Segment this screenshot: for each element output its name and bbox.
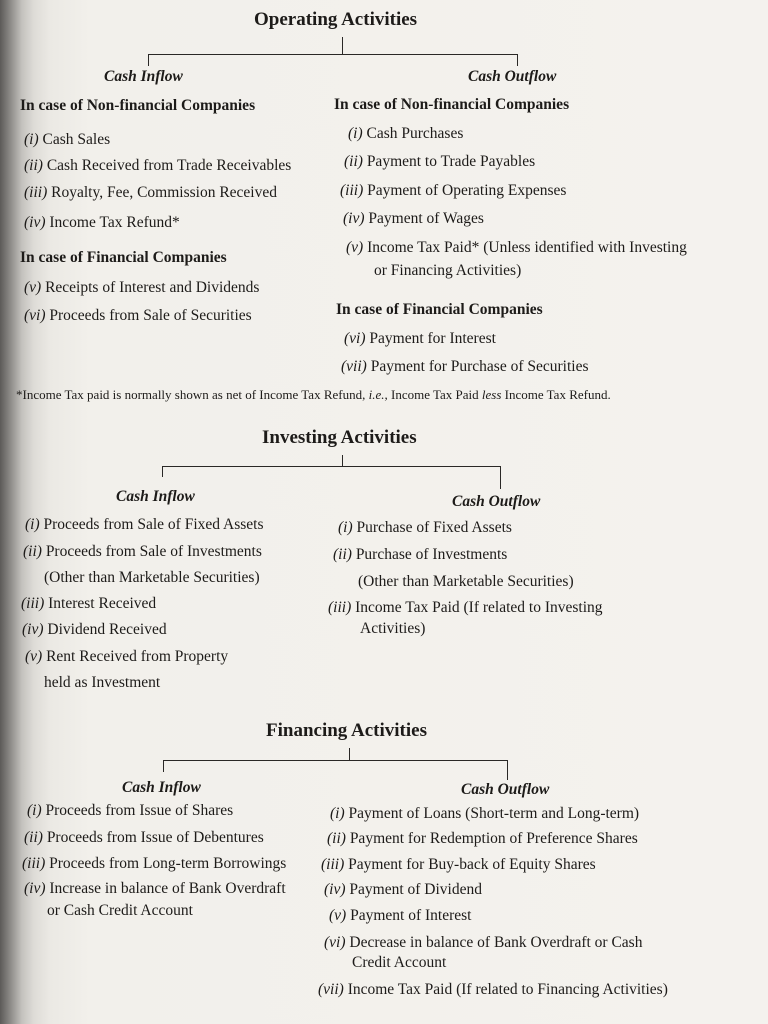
list-item	[24, 130, 110, 150]
list-item	[25, 515, 264, 535]
operating-inflow-group-financial: In case of Financial Companies	[20, 249, 227, 266]
investing-tree-stem	[342, 455, 343, 466]
operating-tree-left-leg	[148, 54, 149, 66]
financing-outflow-label: Cash Outflow	[461, 781, 550, 798]
item-text: Proceeds from Issue of Debentures	[46, 829, 264, 846]
item-number: (iv)	[24, 880, 46, 897]
item-text: Payment of Interest	[350, 907, 472, 924]
item-number: (v)	[25, 648, 43, 665]
footnote-mid: Income Tax Paid	[390, 387, 479, 402]
item-text: Increase in balance of Bank Overdraft	[49, 880, 286, 897]
list-item-continuation: held as Investment	[44, 674, 161, 691]
financing-inflow-label: Cash Inflow	[122, 779, 201, 796]
operating-heading: Operating Activities	[254, 9, 418, 30]
item-text: Proceeds from Sale of Securities	[49, 307, 252, 324]
item-number: (i)	[24, 131, 39, 148]
list-item	[24, 278, 259, 298]
item-number: (iv)	[343, 210, 365, 227]
item-text: Cash Sales	[42, 131, 111, 148]
footnote-less: less	[481, 387, 502, 402]
list-item	[329, 906, 471, 926]
item-number: (v)	[24, 279, 42, 296]
item-number: (iii)	[321, 856, 345, 873]
list-item	[341, 357, 589, 377]
list-item	[328, 598, 603, 618]
footnote-prefix: *Income Tax paid is normally shown as net of Income Tax Refund,	[16, 387, 366, 402]
item-number: (iii)	[22, 855, 46, 872]
item-text: Income Tax Refund*	[49, 214, 180, 231]
footnote-end: Income Tax Refund.	[504, 387, 611, 402]
item-number: (vi)	[324, 934, 346, 951]
investing-tree-left-leg	[162, 466, 163, 477]
item-text: Cash Purchases	[366, 125, 464, 142]
item-number: (ii)	[23, 543, 42, 560]
footnote-ie: i.e.,	[368, 387, 388, 402]
operating-tree-right-leg	[517, 54, 518, 66]
operating-outflow-group-nonfinancial: In case of Non-financial Companies	[334, 96, 570, 113]
list-item	[24, 183, 277, 203]
item-number: (i)	[27, 802, 42, 819]
list-item	[321, 855, 596, 875]
list-item	[25, 647, 228, 667]
item-number: (vii)	[318, 981, 344, 998]
item-number: (iv)	[22, 621, 44, 638]
item-text: Income Tax Paid (If related to Investing	[355, 599, 603, 616]
list-item	[340, 181, 566, 201]
list-item	[330, 804, 639, 824]
list-item	[324, 880, 482, 900]
item-number: (ii)	[24, 829, 43, 846]
item-text: Payment of Loans (Short-term and Long-term)	[348, 805, 640, 822]
item-number: (v)	[346, 239, 364, 256]
item-text: Purchase of Investments	[355, 546, 508, 563]
investing-tree-bar	[162, 466, 501, 467]
item-text: Payment of Operating Expenses	[367, 182, 567, 199]
item-number: (ii)	[327, 830, 346, 847]
operating-footnote	[16, 387, 611, 403]
operating-inflow-label: Cash Inflow	[104, 68, 183, 85]
item-number: (iii)	[328, 599, 352, 616]
list-item	[27, 801, 233, 821]
item-text: Dividend Received	[47, 621, 167, 638]
investing-heading: Investing Activities	[262, 427, 417, 448]
item-text: Payment of Dividend	[349, 881, 482, 898]
item-number: (ii)	[24, 157, 43, 174]
item-text: Payment to Trade Payables	[366, 153, 536, 170]
operating-inflow-group-nonfinancial: In case of Non-financial Companies	[20, 97, 256, 114]
list-item	[23, 542, 262, 562]
investing-tree-right-leg	[500, 466, 501, 489]
list-item-continuation: Credit Account	[352, 954, 447, 971]
item-text: Decrease in balance of Bank Overdraft or Cash	[349, 934, 643, 951]
item-number: (vii)	[341, 358, 367, 375]
item-number: (vi)	[344, 330, 366, 347]
list-item	[333, 545, 507, 565]
item-number: (iv)	[324, 881, 346, 898]
financing-tree-stem	[349, 748, 350, 760]
item-text: Payment of Wages	[368, 210, 484, 227]
item-number: (i)	[338, 519, 353, 536]
list-item-continuation: Activities)	[360, 620, 426, 637]
item-text: Income Tax Paid (If related to Financing Activities)	[347, 981, 668, 998]
item-text: Payment for Purchase of Securities	[370, 358, 589, 375]
list-item-continuation: or Financing Activities)	[374, 262, 522, 279]
list-item-continuation: (Other than Marketable Securities)	[44, 569, 260, 586]
item-text: Proceeds from Sale of Investments	[45, 543, 262, 560]
item-text: Proceeds from Sale of Fixed Assets	[43, 516, 264, 533]
list-item	[344, 152, 535, 172]
item-number: (ii)	[333, 546, 352, 563]
item-number: (vi)	[24, 307, 46, 324]
operating-outflow-group-financial: In case of Financial Companies	[336, 301, 543, 318]
item-text: Interest Received	[48, 595, 157, 612]
list-item-continuation: (Other than Marketable Securities)	[358, 573, 574, 590]
financing-tree-bar	[163, 760, 508, 761]
list-item	[344, 329, 496, 349]
financing-tree-left-leg	[163, 760, 164, 772]
list-item	[348, 124, 463, 144]
operating-tree-stem	[342, 37, 343, 54]
financing-heading: Financing Activities	[266, 720, 427, 741]
item-text: Income Tax Paid* (Unless identified with Investing	[367, 239, 687, 256]
item-number: (i)	[25, 516, 40, 533]
list-item	[22, 854, 286, 874]
item-text: Receipts of Interest and Dividends	[45, 279, 260, 296]
list-item	[338, 518, 512, 538]
item-text: Royalty, Fee, Commission Received	[51, 184, 277, 201]
list-item	[24, 156, 291, 176]
item-number: (i)	[330, 805, 345, 822]
list-item	[343, 209, 484, 229]
operating-outflow-label: Cash Outflow	[468, 68, 557, 85]
item-number: (iii)	[21, 595, 45, 612]
list-item	[21, 594, 156, 614]
item-number: (iii)	[24, 184, 48, 201]
list-item	[327, 829, 638, 849]
financing-tree-right-leg	[507, 760, 508, 780]
item-text: Proceeds from Issue of Shares	[45, 802, 234, 819]
list-item	[318, 980, 668, 1000]
item-text: Payment for Interest	[369, 330, 496, 347]
operating-tree-bar	[148, 54, 518, 55]
item-text: Rent Received from Property	[46, 648, 229, 665]
list-item	[22, 620, 167, 640]
item-text: Purchase of Fixed Assets	[356, 519, 512, 536]
item-text: Proceeds from Long-term Borrowings	[49, 855, 287, 872]
list-item	[24, 213, 180, 233]
list-item-continuation: or Cash Credit Account	[47, 902, 193, 919]
item-text: Payment for Redemption of Preference Shares	[349, 830, 638, 847]
list-item	[324, 933, 642, 953]
item-number: (iii)	[340, 182, 364, 199]
investing-outflow-label: Cash Outflow	[452, 493, 541, 510]
list-item	[24, 879, 286, 899]
list-item	[24, 828, 264, 848]
item-number: (ii)	[344, 153, 363, 170]
item-number: (i)	[348, 125, 363, 142]
item-text: Payment for Buy-back of Equity Shares	[348, 856, 596, 873]
list-item	[346, 238, 687, 258]
item-number: (v)	[329, 907, 347, 924]
item-text: Cash Received from Trade Receivables	[46, 157, 292, 174]
list-item	[24, 306, 252, 326]
item-number: (iv)	[24, 214, 46, 231]
investing-inflow-label: Cash Inflow	[116, 488, 195, 505]
